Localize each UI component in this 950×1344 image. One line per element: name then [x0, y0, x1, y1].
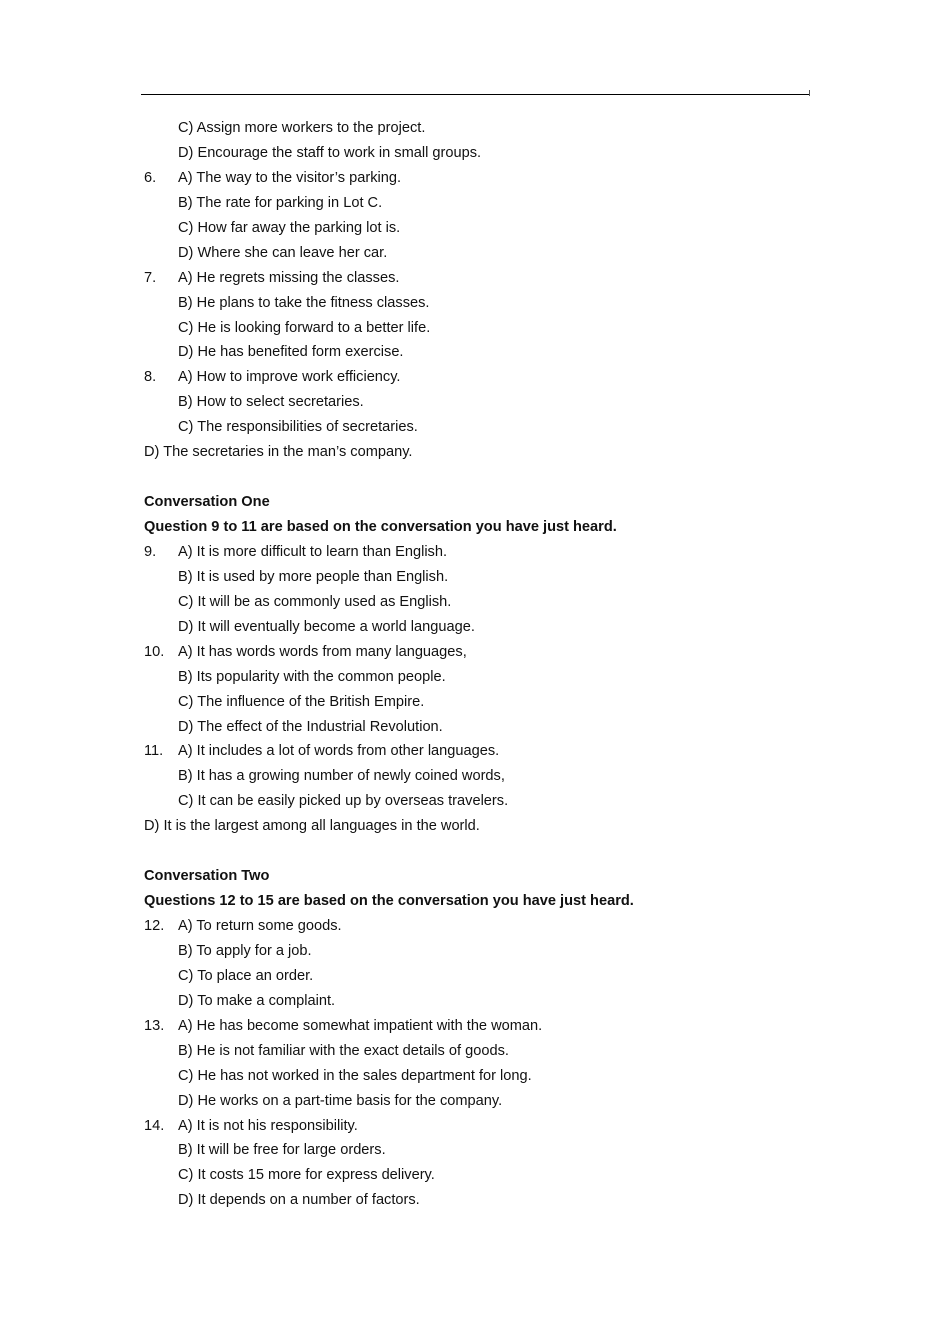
- section-heading: Conversation One: [144, 494, 270, 511]
- option-line: C) The responsibilities of secretaries.: [178, 419, 418, 436]
- question-13: 13. A) He has become somewhat impatient with the woman.: [144, 1014, 824, 1039]
- option-line: B) He plans to take the fitness classes.: [178, 294, 430, 311]
- question-7: 7. A) He regrets missing the classes.: [144, 266, 824, 291]
- question-number: 6.: [144, 169, 157, 186]
- question-14: 14. A) It is not his responsibility.: [144, 1114, 824, 1139]
- question-11: 11. A) It includes a lot of words from other languages.: [144, 739, 824, 764]
- option-line: D) It will eventually become a world language.: [178, 618, 475, 635]
- question-number: 14.: [144, 1117, 165, 1134]
- question-6: 6. A) The way to the visitor’s parking.: [144, 166, 824, 191]
- option-line: B) Its popularity with the common people.: [178, 668, 446, 685]
- option-line: C) It costs 15 more for express delivery.: [178, 1167, 435, 1184]
- section-instruction: Question 9 to 11 are based on the conversation you have just heard.: [144, 519, 617, 535]
- option-line: D) It is the largest among all languages in the world.: [144, 818, 480, 835]
- option-line: C) He is looking forward to a better life.: [178, 319, 431, 336]
- option-line: D) The effect of the Industrial Revolution.: [178, 718, 443, 735]
- option-line: B) To apply for a job.: [178, 942, 312, 959]
- option-line: B) He is not familiar with the exact details of goods.: [178, 1042, 509, 1059]
- question-10: 10. A) It has words words from many languages,: [144, 640, 824, 665]
- question-8: 8. A) How to improve work efficiency.: [144, 365, 824, 390]
- option-line: C) How far away the parking lot is.: [178, 219, 401, 236]
- header-rule: [141, 94, 809, 95]
- option-line: C) Assign more workers to the project.: [178, 120, 426, 136]
- option-line: C) It can be easily picked up by overseas travelers.: [178, 793, 509, 810]
- section-heading: Conversation Two: [144, 868, 270, 885]
- question-number: 8.: [144, 369, 157, 386]
- question-9: 9. A) It is more difficult to learn than English.: [144, 540, 824, 565]
- option-line: C) He has not worked in the sales department for long.: [178, 1067, 532, 1084]
- spacer: [144, 839, 824, 864]
- question-number: 10.: [144, 643, 165, 660]
- document-body: [144, 116, 824, 1213]
- question-12: 12. A) To return some goods.: [144, 914, 824, 939]
- option-line: D) The secretaries in the man’s company.: [144, 444, 413, 461]
- question-number: 11.: [144, 743, 164, 760]
- option-line: B) It will be free for large orders.: [178, 1142, 386, 1159]
- option-line: C) To place an order.: [178, 967, 314, 984]
- option-line: D) It depends on a number of factors.: [178, 1192, 420, 1209]
- option-line: B) It has a growing number of newly coined words,: [178, 768, 505, 785]
- option-line: D) He has benefited form exercise.: [178, 344, 404, 361]
- option-line: D) He works on a part-time basis for the company.: [178, 1092, 503, 1109]
- question-number: 7.: [144, 269, 157, 286]
- question-number: 9.: [144, 543, 157, 560]
- spacer: [144, 465, 824, 490]
- question-number: 12.: [144, 918, 165, 934]
- header-tick: [809, 90, 810, 96]
- option-line: C) It will be as commonly used as English.: [178, 593, 452, 610]
- option-line: B) It is used by more people than English.: [178, 568, 449, 585]
- option-line: B) How to select secretaries.: [178, 394, 364, 411]
- option-line: C) The influence of the British Empire.: [178, 693, 425, 710]
- option-line: D) Encourage the staff to work in small groups.: [178, 144, 482, 161]
- option-line: B) The rate for parking in Lot C.: [178, 194, 383, 211]
- section-instruction: Questions 12 to 15 are based on the conversation you have just heard.: [144, 893, 634, 910]
- option-line: D) To make a complaint.: [178, 992, 336, 1009]
- question-number: 13.: [144, 1017, 165, 1034]
- option-line: D) Where she can leave her car.: [178, 244, 388, 261]
